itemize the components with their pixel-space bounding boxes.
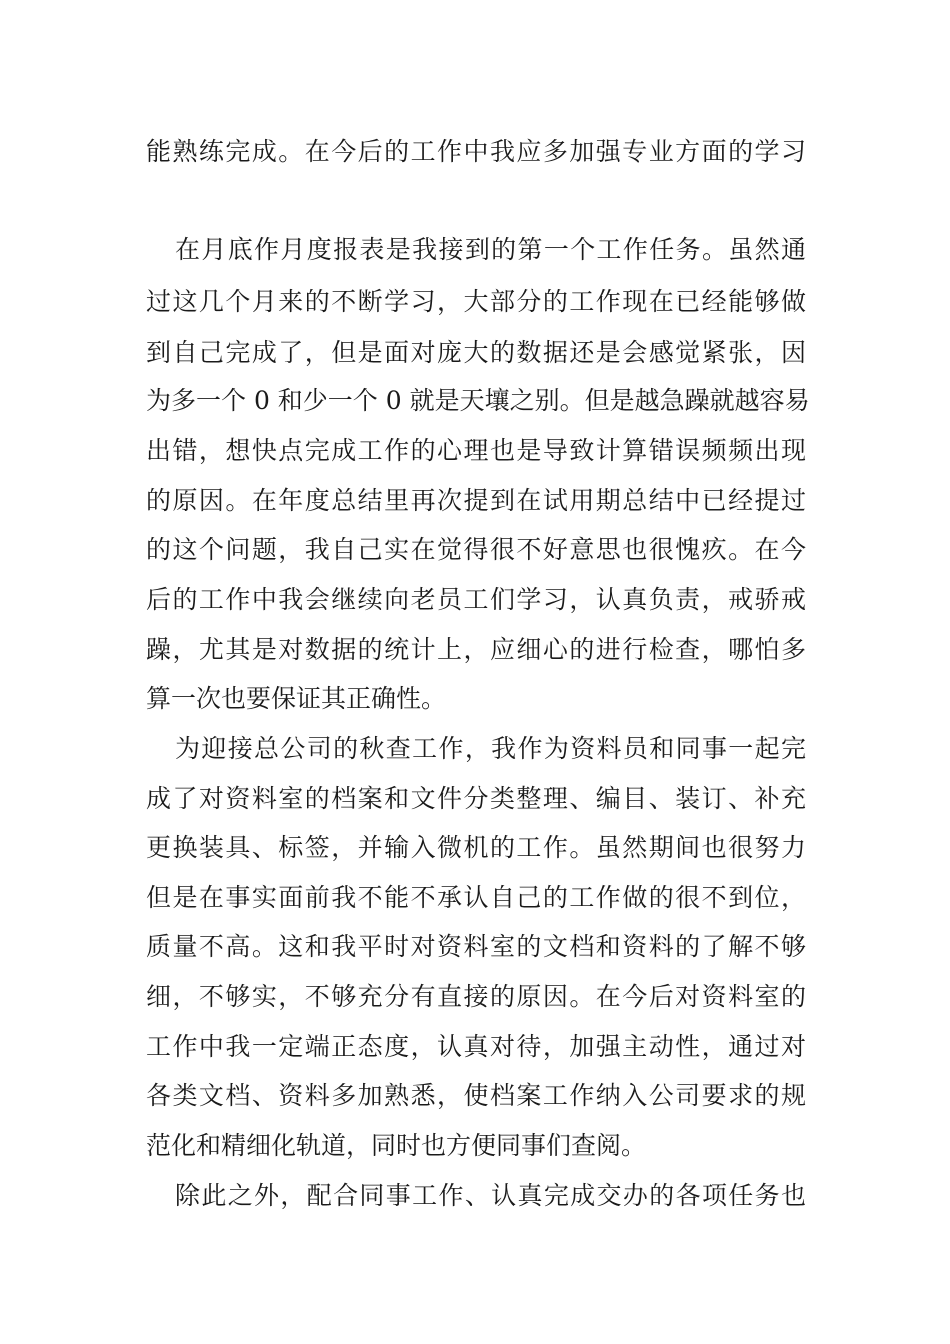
text-line: 细，不够实，不够充分有直接的原因。在今后对资料室的	[146, 982, 806, 1011]
text-line: 躁，尤其是对数据的统计上，应细心的进行检查，哪怕多	[146, 635, 806, 664]
text-line: 工作中我一定端正态度，认真对待，加强主动性，通过对	[146, 1032, 806, 1061]
text-line: 范化和精细化轨道，同时也方便同事们查阅。	[146, 1131, 647, 1160]
text-line: 到自己完成了，但是面对庞大的数据还是会感觉紧张，因	[146, 338, 806, 367]
text-line: 各类文档、资料多加熟悉，使档案工作纳入公司要求的规	[146, 1081, 806, 1110]
text-line: 出错，想快点完成工作的心理也是导致计算错误频频出现	[146, 436, 806, 465]
text-line: 在月底作月度报表是我接到的第一个工作任务。虽然通	[175, 235, 806, 264]
text-line: 为多一个 0 和少一个 0 就是天壤之别。但是越急躁就越容易	[146, 386, 810, 415]
text-line: 质量不高。这和我平时对资料室的文档和资料的了解不够	[146, 932, 806, 961]
text-line: 后的工作中我会继续向老员工们学习，认真负责，戒骄戒	[146, 585, 806, 614]
text-line: 为迎接总公司的秋查工作，我作为资料员和同事一起完	[175, 734, 806, 763]
text-line: 更换装具、标签，并输入微机的工作。虽然期间也很努力	[146, 833, 806, 862]
text-line: 除此之外，配合同事工作、认真完成交办的各项任务也	[175, 1181, 806, 1210]
text-line: 过这几个月来的不断学习，大部分的工作现在已经能够做	[146, 287, 806, 316]
text-line: 的原因。在年度总结里再次提到在试用期总结中已经提过	[146, 486, 806, 515]
text-line: 成了对资料室的档案和文件分类整理、编目、装订、补充	[146, 784, 806, 813]
text-line: 能熟练完成。在今后的工作中我应多加强专业方面的学习	[146, 137, 806, 166]
text-line: 的这个问题，我自己实在觉得很不好意思也很愧疚。在今	[146, 535, 806, 564]
text-line: 算一次也要保证其正确性。	[146, 684, 447, 713]
text-line: 但是在事实面前我不能不承认自己的工作做的很不到位，	[146, 883, 806, 912]
